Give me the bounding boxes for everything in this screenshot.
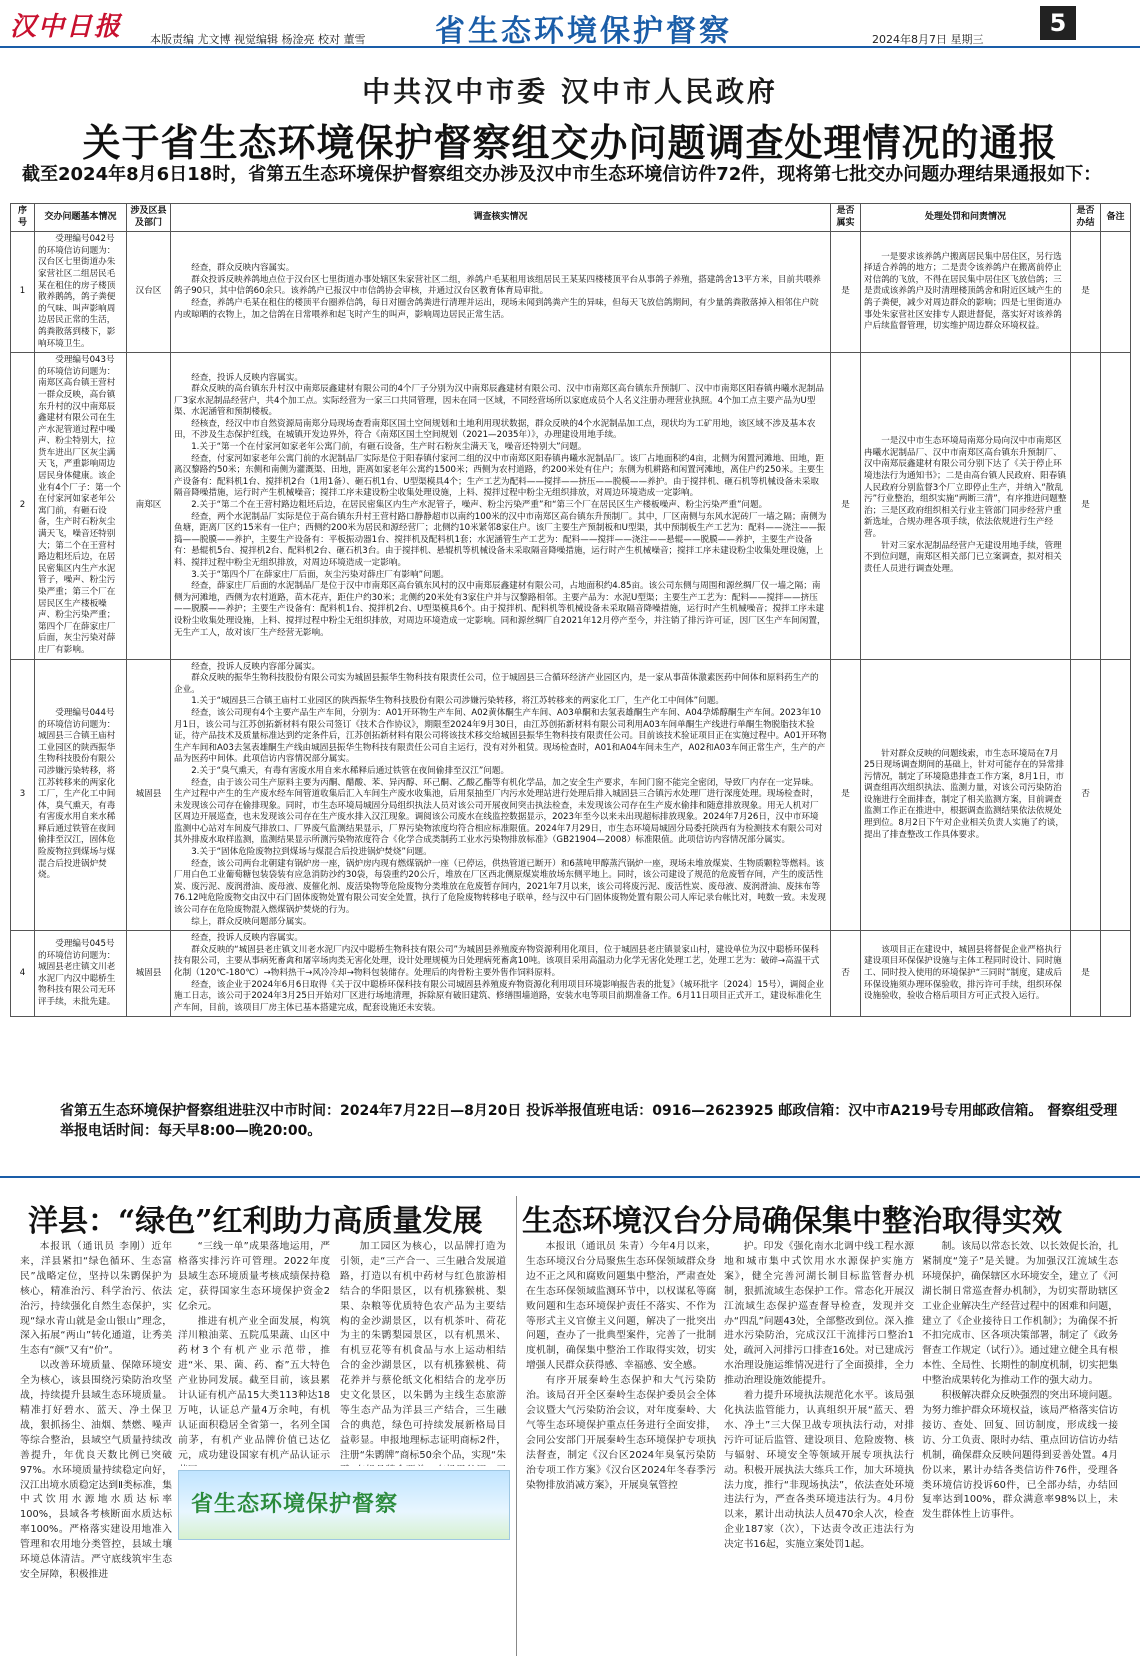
row-investigation — [171, 353, 831, 659]
investigation-paragraph: 经查，两个水泥制品厂实际是位于高台镇东升村王营村路口静静超市以南约100米的汉中市南郑区高台镇东升预制厂。其中，厂区南侧与东风水泥砖厂一墙之隔；南侧为鱼塘，距离厂区约15米有一住户；西侧约200米为居民和源经营厂；北侧约10米紧邻8家住户。该厂主要生产预制板和U型渠，其中预制板生产工艺为：配料——浇注——振捣——脱膜——养护，主要生产设备有：平板振动器1台、搅拌机及配料机1套；水泥涵管生产工艺为：配料——搅拌——浇注——悬辊——脱膜——养护，主要生产设备有：悬辊机5台、搅拌机2台、配料机2台、砸石机3台。由于搅拌机、悬辊机等机械设备未采取隔音降噪措施，运行时产生机械噪音；搅拌工序未建设粉尘收集处理设施，上料、搅拌过程中粉尘无组织排放，对周边环境造成一定影响。 — [174, 511, 827, 569]
investigation-paragraph: 经核查，经汉中市自然资源局南郑分局现场查看南郑区国土空间规划和土地利用现状数据，群众反映的4个水泥制品加工点，现状均为工矿用地，该区域不涉及基本农田，不涉及生态保护红线，在城镇开发边界外，符合《南郑区国土空间规划（2021—2035年）》，办理建设用地手续。 — [174, 418, 816, 441]
investigation-paragraph: 经查，该公司现有4个主要产品生产车间，分别为：A01开环物生产车间、A02黄体酮生产车间、A03单酮和去氢表雄酮生产车间、A04孕烯醇酮生产车间。2023年10月1日，该公司与江苏创拓新材料有限公司签订《技术合作协议》，期限至2024年9月30日，由江苏创拓新材料有限公司利用A03车间单酮生产线进行单酮生物脱脂技术验证，待产品技术及质量标准达到约定条件后，江苏创拓新材料有限公司将该技术移交给城固县振华生物科技有限责任公司。目前该技术验证项目正在实施过程中。A01开环物生产车间和A03去氢表雄酮生产线由城固县振华生物科技有限责任公司自主运行，没有对外租赁。现场检查时，A01和A04车间未生产，A02和A03车间正常生产，生产的产品为医药中间体。此项信访内容情况部分属实。 — [174, 707, 827, 765]
investigation-paragraph: 经查，由于该公司生产原料主要为丙酮、醋酸、苯、异丙醇、环己酮、乙酸乙酯等有机化学品，加之安全生产要求，车间门窗不能完全密闭，导致厂内存在一定异味。生产过程中产生的生产废水经车间管道收集后汇入车间生产废水收集池，后用泵抽至厂内污水处理站进行处理后排入城固县三合镇污水处理厂进行深度处理。现场检查时，未发现该公司存在偷排现象。同时，市生态环境局城固分局组织执法人员对该公司开展夜间突击执法检查，未发现该公司存在生产废水偷排和随意排放现象。用无人机对厂区周边开展巡查，也未发现该公司存在生产废水排入汉江现象。调阅该公司废水在线监控数据显示，2023年至今以来未出现超标排放现象。2024年7月26日，汉中市环境监测中心站对车间废气排放口、厂界废气监测结果显示，厂界污染物浓度均符合相应标准限值。2024年7月29日，市生态环境局城固分局委托陕西有为检测技术有限公司对其外排废水取样监测，监测结果显示所测污染物浓度符合《化学合成类制药工业水污染物排放标准》（GB21904—2008）标准限值。此项信访内容情况部分属实。 — [174, 777, 823, 846]
row-handling — [861, 232, 1071, 353]
article2-col1 — [526, 1240, 716, 1660]
row-closed: 是 — [1071, 232, 1101, 353]
investigation-paragraph: 经查，该公司两台北朝建有锅炉房一座，锅炉房内现有燃煤锅炉一座（已停运，供热管道已断开）和6蒸吨甲醇蒸汽锅炉一座，现场未堆放煤炭、生物质颗粒等燃料。该厂用白色工业葡萄糖包装袋装有应急消防沙约30袋，每袋重约20公斤，堆放在厂区西北侧原煤炭堆放场东侧平地上。同时，该公司建设了规范的危废暂存间，产生的废活性炭、废污泥、废润滑油、废母液、废催化剂、废活染物等危险废物分类堆放在危废暂存间内，2021年7月以来，该公司将废污泥、废活性炭、废母液、废润滑油、废抹布等76.12吨危险废物交由汉中石门固体废物处置有限公司安全处置，执行了危险废物转移电子联单，经与汉中石门固体废物处置有限公司人库记录台帐比对，吨数一致。未发现该公司存在危险废物混入燃煤锅炉焚烧的行为。 — [174, 858, 826, 916]
row-issue: 受理编号042号的环境信访问题为：汉台区七里街道办朱家营社区二组居民毛某在租住的房子楼顶散养鹅鸽，鸽子粪便的气味、叫声影响周边居民正常的生活，鸽粪散落到楼下，影响环境卫生。 — [35, 232, 127, 353]
row-district: 南郑区 — [127, 353, 171, 659]
table-row — [11, 353, 1131, 659]
row-remark — [1101, 232, 1131, 353]
article-paragraph: 制。该局以常态长效、以长效促长治，扎紧制度“笼子”是关键。为加强汉江流域生态环境保护，确保辖区水环境安全，建立了《河湖长制日常巡查督办机制》，为切实帮助辖区工业企业解决生产经营过程中的困难和问题，建立了《企业接待日工作机制》；为确保不折不扣完成市、区各项决策部署，制定了《政务督查工作规定（试行）》。通过建立健全具有根本性、全局性、长期性的制度机制，切实把集中整治成果转化为推动工作的强大动力。 — [922, 1241, 1118, 1387]
article-paragraph: 以改善环境质量、保障环境安全为核心，该县围绕污染防治攻坚战，持续提升县域生态环境质量。精准打好碧水、蓝天、净土保卫战，狠抓扬尘、油烟、禁燃、噪声等综合整治，县域空气质量持续改善提升，年优良天数比例已突破97%。水环境质量持续稳定向好，汉江出境水质稳定达到Ⅱ类标准，集中式饮用水源地水质达标率100%，县域各考核断面水质达标率100%。严格落实建设用地准入管理和农用地分类管控，县域土壤环境总体清洁。严守底线筑牢生态安全屏障，积极推进 — [20, 1360, 172, 1580]
investigation-paragraph: 群众反映的高台镇东升村汉中南郑辰鑫建材有限公司的4个厂子分别为汉中南郑辰鑫建材有限公司、汉中市南郑区高台镇东升预制厂、汉中市南郑区阳春镇冉曦水泥制品厂3家水泥制品经营户，共4个加工点。实际经营为一家三口共同管理，因未在同一区域，不同经营场所以家庭成员个人名义注册办理营业执照。4个加工点主要产品为U型渠、水泥涵管和预制楼板。 — [174, 384, 825, 418]
investigation-paragraph: 经查，养鸽户毛某在租住的楼顶平台圈养信鸽，每日对圈舍鸽粪进行清理并运出，现场未闻到鸽粪产生的异味，但每天飞放信鸽期间，有少量鸽粪散落掉入相邻住户院内或晾晒的衣物上，加之信鸽在日常喂养和起飞时产生的叫声，影响周边居民正常生活。 — [174, 297, 819, 320]
table-row — [11, 659, 1131, 931]
investigation-paragraph: 经查，投诉人反映内容部分属实。 — [191, 661, 321, 672]
article-paragraph: 推进有机产业全面发展，构筑洋川粮油菜、五院瓜果蔬、山区中药材3个有机产业示范带，推进“米、果、菌、药、畜”五大特色产业协同发展。截至目前，该县累计认证有机产品15大类113种达18万吨，认证总产量4万余吨，有机认证面积稳居全省第一，名列全国前茅，有机产业品牌价值已达亿元，成功建设国家有机产品认证示 — [178, 1315, 330, 1461]
investigation-paragraph: 2.关于“臭气熏天，有毒有害废水用自来水稀释后通过铁管在夜间偷排至汉江”问题。 — [191, 765, 510, 776]
article-paragraph: 护。印发《强化南水北调中线工程水源地和城市集中式饮用水水源保护实施方案》，健全完善河湖长制目标监管督办机制，狠抓流域生态保护工作。常态化开展汉江流域生态保护巡查督导检查，发现并交办“四乱”问题43处，全部整改到位。深入推进水污染防治，完成汉江干流排污口整治1处，疏河入河排污口排查16处。对已建成污水治理设施运维情况进行了全面摸排，全力推动治理设施效能提升。 — [724, 1241, 914, 1387]
article-paragraph: 加工园区为核心，以品牌打造为引领，走“三产合一、三生融合发展道路，打造以有机中药材与红色旅游相结合的华阳景区，以有机猕猴桃、梨果、杂粮等优质特色农产品为主要结构的金沙湖景区，以有机茶叶、荷花为主的朱鹮梨园景区，以有机黑米、有机豆花等有机食品与水上运动相结合的金沙湖景区，以有机猕猴桃、荷花养并与蔡伦纸文化相结合的龙亭历史文化景区，以朱鹮为主线生态旅游等生态产品为洋县三产结合，三生融合的典范，绿色可持续发展新格局目益彰显。申报地理标志证明商标2件，注册“朱鹮牌”商标50余个品，实现“朱 — [340, 1241, 506, 1461]
row-district: 城固县 — [127, 931, 171, 1017]
row-investigation — [171, 931, 831, 1017]
newspaper-logo: 汉中日报 — [10, 12, 123, 42]
handling-table — [10, 203, 1131, 1017]
investigation-paragraph: 1.关于“第一个在付家河如家老年公寓门前，有砸石设备，生产时石粉灰尘满天飞，噪音还特别大”问题。 — [191, 442, 587, 453]
article-paragraph: “三线一单”成果落地运用，严格落实排污许可管理。2022年度县域生态环境质量考核成绩保持稳定，获得国家生态环境保护资金2亿余元。 — [178, 1241, 330, 1312]
banner-text: 省生态环境保护督察 — [191, 1492, 399, 1517]
handling-paragraph: 一是汉中市生态环境局南郑分局向汉中市南郑区冉曦水泥制品厂、汉中市南郑区高台镇东升预制厂、汉中南郑辰鑫建材有限公司分别下达了《关于停止环境违法行为通知书》；二是由高台镇人民政府、阳春镇人民政府分别监督3个厂立即停止生产，并纳入“散乱污”行业整治，组织实施“两断三清”，有序推进问题整治；三是区政府组织相关行业主管部门同步经营户重新选址，合规办理各项手续，依法依规进行生产经营。 — [864, 436, 1067, 540]
investigation-paragraph: 经查，该企业于2024年6月6日取得《关于汉中聪桥环保科技有限公司城固县养殖废弃物资源化利用项目环境影响报告表的批复》（城环批字〔2024〕15号），调阅企业施工日志，该公司于2024年3月25日开始对厂区进行场地清理，拆除原有破旧建筑、修缮围墙道路，安装水电等项目前期准备工作。6月11日项目正式开工，建设标准化生产车间，目前，该项目厂房主体已基本搭建完成，配套设施还未安装。 — [174, 979, 824, 1013]
table-header-row — [11, 204, 1131, 232]
handling-paragraph: 针对群众反映的问题线索，市生态环境局在7月25日现场调查期间的基础上，针对可能存在的异常排污情况，制定了环境隐患排查工作方案，8月1日，市调查组再次组织执法、监测力量，对该公司污染防治设施进行全面排查，制定了相关监测方案，目前调查监测工作正在推进中，根据调查监测结果依法依规处理到位。8月2日下午对企业相关负责人实施了约谈，提出了排查整改工作具体要求。 — [864, 748, 1064, 840]
header-handling: 处理处罚和问责情况 — [861, 204, 1071, 232]
row-issue: 受理编号045号的环境信访问题为：城固县老庄镇文川老水泥厂内汉中聪桥生物科技有限公司无环评手续，未批先建。 — [35, 931, 127, 1017]
page-number: 5 — [1040, 6, 1076, 40]
row-verified: 是 — [831, 353, 861, 659]
investigation-paragraph: 1.关于“城固县三合镇王庙村工业园区的陕西振华生物科技股份有限公司涉嫌污染转移，将江苏转移来的两家化工厂，生产化工中间体”问题。 — [191, 696, 724, 707]
investigation-paragraph: 经查，投诉人反映内容属实。 — [191, 933, 303, 944]
row-remark — [1101, 353, 1131, 659]
investigation-paragraph: 3.关于“第四个厂在薛家庄厂后面，灰尘污染对薛庄厂有影响”问题。 — [191, 569, 449, 580]
article-paragraph: 着力提升环境执法规范化水平。该局强化执法监管能力，认真组织开展“蓝天、碧水、净土”三大保卫战专项执法行动，对排污许可证后监管、建设项目、危险废物、核与辐射、环境安全等领域开展专项执法行动。积极开展执法大练兵工作，加大环境执法力度，推行“非现场执法”，依法查处环境违法行为，严查各类环境违法行为。4月份以来，累计出动执法人员470余人次，检查企业187家（次），下达责令改正违法行为决定书16起，实施立案处罚1起。 — [724, 1390, 914, 1551]
article-paragraph: 本报讯（通讯员 李刚）近年来，洋县紧扣“绿色循环、生态富民”战略定位，坚持以朱鹮保护为核心，精准治污、科学治污、依法治污，持续强化自然生态保护，实现“绿水青山就是金山银山”理念，深入拓展“两山”转化通道，让秀美生态有“颜”又有“价”。 — [20, 1241, 172, 1357]
editors-line: 本版责编 尤文博 视觉编辑 杨淦亮 校对 董雪 — [150, 33, 366, 46]
investigation-paragraph: 经查，薛家庄厂后面的水泥制品厂是位于汉中市南郑区高台镇东风村的汉中南郑辰鑫建材有限公司，占地面积约4.85亩。该公司东侧与周围和源丝绸厂仅一墙之隔；南侧为河滩地，西侧为农村道路，苗木花卉，距住户约30米；北侧约20米处有3家住户并与汉黎路相邻。主要产品为：水泥U型渠；主要生产工艺为：配料——搅拌——挤压——脱膜——养护；主要生产设备有：配料机1台、搅拌机2台、U型渠模具6个。由于搅拌机、配料机等机械设备未采取隔音降噪措施，运行时产生机械噪音；搅拌工序未建设粉尘收集处理设施，上料、搅拌过程中粉尘无组织排放，对周边环境造成一定影响。同和源丝绸厂自2021年12月停产至今，并注销了排污许可证，因厂区生产车间闲置，无生产工人，故对该厂生产经营无影响。 — [174, 581, 826, 638]
row-verified: 是 — [831, 232, 861, 353]
table-row — [11, 232, 1131, 353]
row-verified: 否 — [831, 931, 861, 1017]
header-issue: 交办问题基本情况 — [35, 204, 127, 232]
investigation-paragraph: 经查，投诉人反映内容属实。 — [191, 372, 303, 383]
handling-paragraph: 一是要求该养鸽户搬离居民集中居住区，另行选择适合养鸽的地方；二是责令该养鸽户在搬离前停止对信鸽的飞放，不得在居民集中居住区飞放信鸽；三是责成该养鸽户及时清理楼顶鸽舍和附近区域产生的鸽子粪便，减少对周边群众的影响；四是七里街道办事处朱家营社区安排专人跟进督促，落实好对该养鸽户后续监督管理，切实维护周边群众环境权益。 — [864, 251, 1062, 332]
article-paragraph: 有序开展秦岭生态保护和大气污染防治。该局召开全区秦岭生态保护委员会全体会议暨大气污染防治会议，对年度秦岭、大气等生态环境保护重点任务进行全面安排，会同公安部门开展秦岭生态环境保护专项执法督查，制定《汉台区2024年臭氧污染防治专项工作方案》《汉台区2024年冬春季污染物排放消减方案》，开展臭氧管控 — [526, 1375, 716, 1491]
header-district: 涉及区县及部门 — [127, 204, 171, 232]
row-handling — [861, 659, 1071, 931]
promo-banner — [178, 1470, 510, 1540]
row-handling — [861, 931, 1071, 1017]
row-investigation — [171, 659, 831, 931]
issue-date: 2024年8月7日 星期三 — [872, 33, 984, 46]
header-no: 序号 — [11, 204, 35, 232]
table-row — [11, 931, 1131, 1017]
notice-issuer: 中共汉中市委 汉中市人民政府 — [362, 75, 778, 108]
investigation-paragraph: 3.关于“固体危险废物拉到煤场与煤混合后投进锅炉焚烧”问题。 — [191, 847, 432, 858]
article1-col1 — [20, 1240, 172, 1660]
handling-paragraph: 针对三家水泥制品经营户无建设用地手续，管理不到位问题，南郑区相关部门已立案调查，拟对相关责任人员进行调查处理。 — [864, 540, 1062, 574]
header-verified: 是否属实 — [831, 204, 861, 232]
column-divider — [516, 1196, 517, 1656]
header-investigation: 调查核实情况 — [171, 204, 831, 232]
article1-title: 洋县：“绿色”红利助力高质量发展 — [28, 1204, 483, 1239]
notice-headline: 关于省生态环境保护督察组交办问题调查处理情况的通报 — [82, 121, 1058, 165]
row-issue: 受理编号043号的环境信访问题为：南郑区高台镇王营村一群众反映，高台镇东升村的汉中南郑辰鑫建材有限公司在生产水泥管道过程中噪声、粉尘特别大，拉货车进出厂区灰尘满天飞，严重影响周边居民身体健康。该企业有4个厂子：第一个在付家河如家老年公寓门前，有砸石设备，生产时石粉灰尘满天飞，噪音还特别大；第二个在王营村路边粗坯后边，在居民密集区内生产水泥管子，噪声、粉尘污染严重；第三个厂在居民区生产楼板噪声、粉尘污染严重；第四个厂在薛家庄厂后面，灰尘污染对薛庄厂有影响。 — [35, 353, 127, 659]
header-closed: 是否办结 — [1071, 204, 1101, 232]
investigation-paragraph: 群众投诉反映养鸽地点位于汉台区七里街道办事处辖区朱家营社区二组，养鸽户毛某租用该组居民王某某四楼楼顶平台从事鸽子养殖，搭建鸽舍13平方米，目前共喂养鸽子90只，其中信鸽60余只。该养鸽户已报汉中市信鸽协会审核，并通过汉台区教育体育局审批。 — [174, 274, 821, 297]
investigation-paragraph: 经查，群众反映内容属实。 — [191, 263, 295, 274]
article2-col2 — [724, 1240, 914, 1660]
handling-paragraph: 该项目正在建设中，城固县将督促企业严格执行建设项目环保保护设施与主体工程同时设计、同时施工、同时投入使用的环境保护“三同时”制度，建成后环保设施须办理环保验收，排污许可手续，组织环保设施验收，验收合格后项目方可正式投入运行。 — [864, 944, 1062, 1002]
row-remark — [1101, 659, 1131, 931]
row-handling — [861, 353, 1071, 659]
investigation-paragraph: 群众反映的振华生物科技股份有限公司实为城固县振华生物科技有限责任公司，位于城固县三合循环经济产业园区内，是一家从事苗体激素医药中间体和原料药生产的企业。 — [174, 673, 819, 695]
row-closed: 是 — [1071, 931, 1101, 1017]
row-district: 汉台区 — [127, 232, 171, 353]
row-investigation — [171, 232, 831, 353]
article1-col2 — [178, 1240, 330, 1466]
row-remark — [1101, 931, 1131, 1017]
article-paragraph: 积极解决群众反映强烈的突出环境问题。为努力维护群众环境权益，该局严格落实信访接访、查处、回复、回访制度，形成线一接访、分工负责、限时办结、重点回访信访办结机制，确保群众反映问题得到妥善处置。4月份以来，累计办结各类信访件76件，受理各类环境信访投诉60件，已全部办结，办结回复率达到100%，群众满意率98%以上，未发生群体性上访事件。 — [922, 1390, 1118, 1521]
section-title: 省生态环境保护督察 — [435, 14, 732, 49]
investigation-paragraph: 2.关于“第二个在王营村路边粗坯后边，在居民密集区内生产水泥管子，噪声、粉尘污染严重”和“第三个厂在居民区生产楼板噪声、粉尘污染严重”问题。 — [191, 500, 768, 511]
investigation-paragraph: 经查，付家河如家老年公寓门前的水泥制品厂实际是位于阳春镇付家河二组的汉中市南郑区阳春镇冉曦水泥制品厂。该厂占地面积约4亩，北侧为闲置河滩地、田地，距离汉黎路约50米；东侧和南侧为灌溉渠、田地，距离如家老年公寓约1500米；西侧为农村道路，约200米处有住户；东侧为机耕路和闲置河滩地，离住户约250米。主要生产设备有：配料机1台、搅拌机2台（1用1备）、砸石机1台、U型渠模具4个；生产工艺为配料——搅拌——挤压——脱模——养护。由于搅拌机、砸石机等机械设备未采取隔音降噪措施，运行时产生机械噪音；搅拌工序未建设粉尘收集处理设施，上料、搅拌过程中粉尘无组织排放，对周边环境造成一定影响。 — [174, 453, 825, 499]
article-paragraph: 本报讯（通讯员 朱青）今年4月以来，生态环境汉台分局聚焦生态环保领域群众身边不正之风和腐败问题集中整治，严肃查处在生态环保领域监测环节中，以权谋私等腐败问题和生态环境保护责任不落实、不作为等形式主义官僚主义问题，解决了一批突出问题，查办了一批典型案件，完善了一批制度机制，确保集中整治工作取得实效，切实增强人民群众获得感、幸福感、安全感。 — [526, 1241, 716, 1372]
article2-col3 — [922, 1240, 1118, 1660]
row-no: 2 — [11, 353, 35, 659]
article2-title: 生态环境汉台分局确保集中整治取得实效 — [522, 1204, 1062, 1239]
header-remark: 备注 — [1101, 204, 1131, 232]
row-no: 3 — [11, 659, 35, 931]
notice-footer: 省第五生态环境保护督察组进驻汉中市时间：2024年7月22日—8月20日 投诉举报值班电话：0916—2623925 邮政信箱：汉中市A219号专用邮政信箱。 督察组受理举报电话时间：每天早8:00—晚20:00。 — [60, 1103, 1118, 1139]
row-verified: 是 — [831, 659, 861, 931]
notice-intro: 截至2024年8月6日18时，省第五生态环境保护督察组交办涉及汉中市生态环境信访件72件，现将第七批交办问题办理结果通报如下： — [22, 164, 1102, 185]
row-no: 4 — [11, 931, 35, 1017]
row-closed: 是 — [1071, 353, 1101, 659]
row-district: 城固县 — [127, 659, 171, 931]
row-no: 1 — [11, 232, 35, 353]
investigation-paragraph: 综上，群众反映问题部分属实。 — [191, 916, 312, 927]
article1-col3 — [340, 1240, 506, 1466]
section-divider — [0, 1176, 1140, 1178]
row-closed: 否 — [1071, 659, 1101, 931]
investigation-paragraph: 群众反映的“城固县老庄镇文川老水泥厂内汉中聪桥生物科技有限公司”为城固县养殖废弃物资源利用化项目，位于城固县老庄镇景家山村，建设单位为汉中聪桥环保科技有限公司，主要从事病死畜禽和屠宰场肉类无害化处理，设计处理规模为日处理病死畜禽10吨。该项目采用高温动力化学无害化处理工艺，处理工艺为：破碎→高温干式化制（120℃-180℃）→物料热干→风冷冷却→物料包装储存。处理后的肉骨粉主要外售作饲料原料。 — [174, 944, 820, 978]
row-issue: 受理编号044号的环境信访问题为：城固县三合镇王庙村工业园区的陕西振华生物科技股份有限公司涉嫌污染转移，将江苏转移来的两家化工厂，生产化工中间体，臭气熏天，有毒有害废水用自来水稀释后通过铁管在夜间偷排至汉江，固体危险废物拉到煤场与煤混合后投进锅炉焚烧。 — [35, 659, 127, 931]
